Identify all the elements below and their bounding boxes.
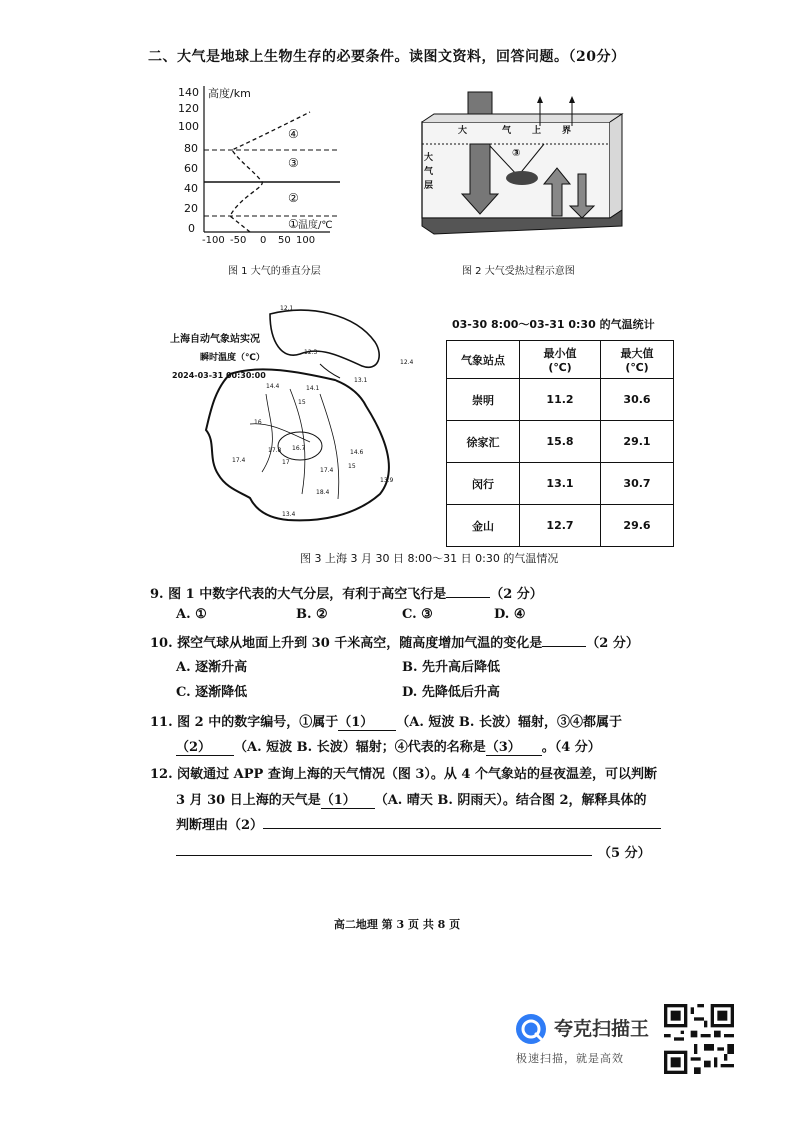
q10-option-c: C. 逐渐降低 [176,685,248,700]
fig2-top-label: 界 [562,126,572,136]
map-value: 14.4 [266,383,280,390]
fig2-side-label: 层 [424,181,434,191]
fig2-caption: 图 2 大气受热过程示意图 [462,266,575,277]
map-value: 13.9 [380,477,394,484]
brand-slogan: 极速扫描，就是高效 [516,1052,624,1065]
min-value: 15.8 [520,421,601,463]
fig1-xtick: -100 [202,235,225,246]
map-value: 16 [254,419,262,426]
fig1-layer-3: ③ [288,156,299,170]
answer-line [176,855,592,856]
fig1-ytick: 140 [178,86,199,99]
fig1-xtick: 100 [296,235,316,246]
table-row [447,505,674,547]
fig1-ytick: 120 [178,102,199,115]
q12-score: （5 分） [598,846,651,861]
qr-code-icon [664,1004,734,1074]
station: 闵行 [447,463,520,505]
fig1-ytick: 80 [184,142,198,155]
figure-2-heating-process [418,86,630,246]
max-value: 30.7 [601,463,674,505]
q9-option-b: B. ② [296,607,328,622]
table-row [447,379,674,421]
figure-3-shanghai-map [170,294,432,536]
scanner-logo-icon [514,1012,548,1046]
min-value: 12.7 [520,505,601,547]
max-value: 30.6 [601,379,674,421]
question-9: 9. 图 1 中数字代表的大气分层，有利于高空飞行是 （2 分） [150,587,543,602]
q9-option-a: A. ① [176,607,207,622]
stats-header: 气象站点 [447,341,520,379]
max-value: 29.1 [601,421,674,463]
fig1-ytick: 100 [178,120,199,133]
map-value: 16.7 [292,445,306,452]
min-value: 11.2 [520,379,601,421]
map-value: 12.3 [304,349,318,356]
fig2-top-label: 大 [458,126,468,136]
stats-header: 最小值 (℃) [520,341,601,379]
fig1-layer-2: ② [288,191,299,205]
fig1-layer-1: ① [288,217,299,231]
fig1-ytick: 60 [184,162,198,175]
map-title: 上海自动气象站实况 [170,334,260,345]
fig2-num: ③ [512,148,521,159]
question-12-line-2: 3 月 30 日上海的天气是（1） （A. 晴天 B. 阴雨天）。结合图 2，解释具体的 [176,789,647,809]
map-value: 17.8 [268,447,282,454]
map-time: 2024-03-31 00:30:00 [172,371,266,380]
fig1-xtick: 0 [260,235,267,246]
fig3-caption: 图 3 上海 3 月 30 日 8:00～31 日 0:30 的气温情况 [300,552,559,565]
fig1-layer-4: ④ [288,127,299,141]
map-value: 12.1 [280,305,294,312]
fig1-xtick: -50 [230,235,247,246]
stats-table [446,340,674,547]
fig1-caption: 图 1 大气的垂直分层 [228,266,321,277]
question-12-line-1: 12. 闵敏通过 APP 查询上海的天气情况（图 3）。从 4 个气象站的昼夜温差，可以判断 [150,767,658,782]
question-11-line-1: 11. 图 2 中的数字编号，①属于（1） （A. 短波 B. 长波）辐射，③④都属于 [150,711,622,731]
question-12-line-3: 判断理由（2） [176,814,661,833]
q10-option-a: A. 逐渐升高 [176,660,248,675]
q9-option-d: D. ④ [494,607,526,622]
stats-title: 03-30 8:00～03-31 0:30 的气温统计 [452,318,655,331]
fig1-xtick: 50 [278,235,291,246]
figure-1-atmosphere-layers [170,82,370,252]
q10-option-b: B. 先升高后降低 [402,660,501,675]
table-row [447,463,674,505]
map-value: 15 [348,463,356,470]
question-11-line-2: （2） （A. 短波 B. 长波）辐射；④代表的名称是（3） 。（4 分） [176,736,601,756]
map-value: 18.4 [316,489,330,496]
scanner-watermark [512,1010,656,1070]
fig1-ylabel: 高度/km [208,87,251,100]
map-value: 14.6 [350,449,364,456]
map-value: 12.4 [400,359,414,366]
map-value: 17.4 [232,457,246,464]
page-footer: 高二地理 第 3 页 共 8 页 [333,918,461,931]
q10-option-d: D. 先降低后升高 [402,685,500,700]
stats-header: 最大值 (℃) [601,341,674,379]
table-row [447,421,674,463]
fig1-xlabel: 温度/℃ [298,220,333,231]
max-value: 29.6 [601,505,674,547]
fig2-side-label: 大 [424,153,434,163]
fig1-ytick: 40 [184,182,198,195]
fig2-side-label: 气 [424,167,434,177]
q9-option-c: C. ③ [402,607,433,622]
min-value: 13.1 [520,463,601,505]
map-value: 13.1 [354,377,368,384]
fig2-top-label: 上 [532,126,542,136]
fig2-top-label: 气 [502,126,512,136]
map-value: 15 [298,399,306,406]
section-title: 二、大气是地球上生物生存的必要条件。读图文资料，回答问题。（20分） [148,49,626,65]
station: 崇明 [447,379,520,421]
question-10: 10. 探空气球从地面上升到 30 千米高空，随高度增加气温的变化是 （2 分） [150,636,639,651]
brand-name: 夸克扫描王 [554,1018,650,1040]
fig1-ytick: 20 [184,202,198,215]
map-subtitle: 瞬时温度（℃） [200,353,265,363]
fig1-ytick: 0 [188,222,195,235]
map-value: 13.4 [282,511,296,518]
station: 金山 [447,505,520,547]
map-value: 17 [282,459,290,466]
map-value: 14.1 [306,385,320,392]
station: 徐家汇 [447,421,520,463]
map-value: 17.4 [320,467,334,474]
